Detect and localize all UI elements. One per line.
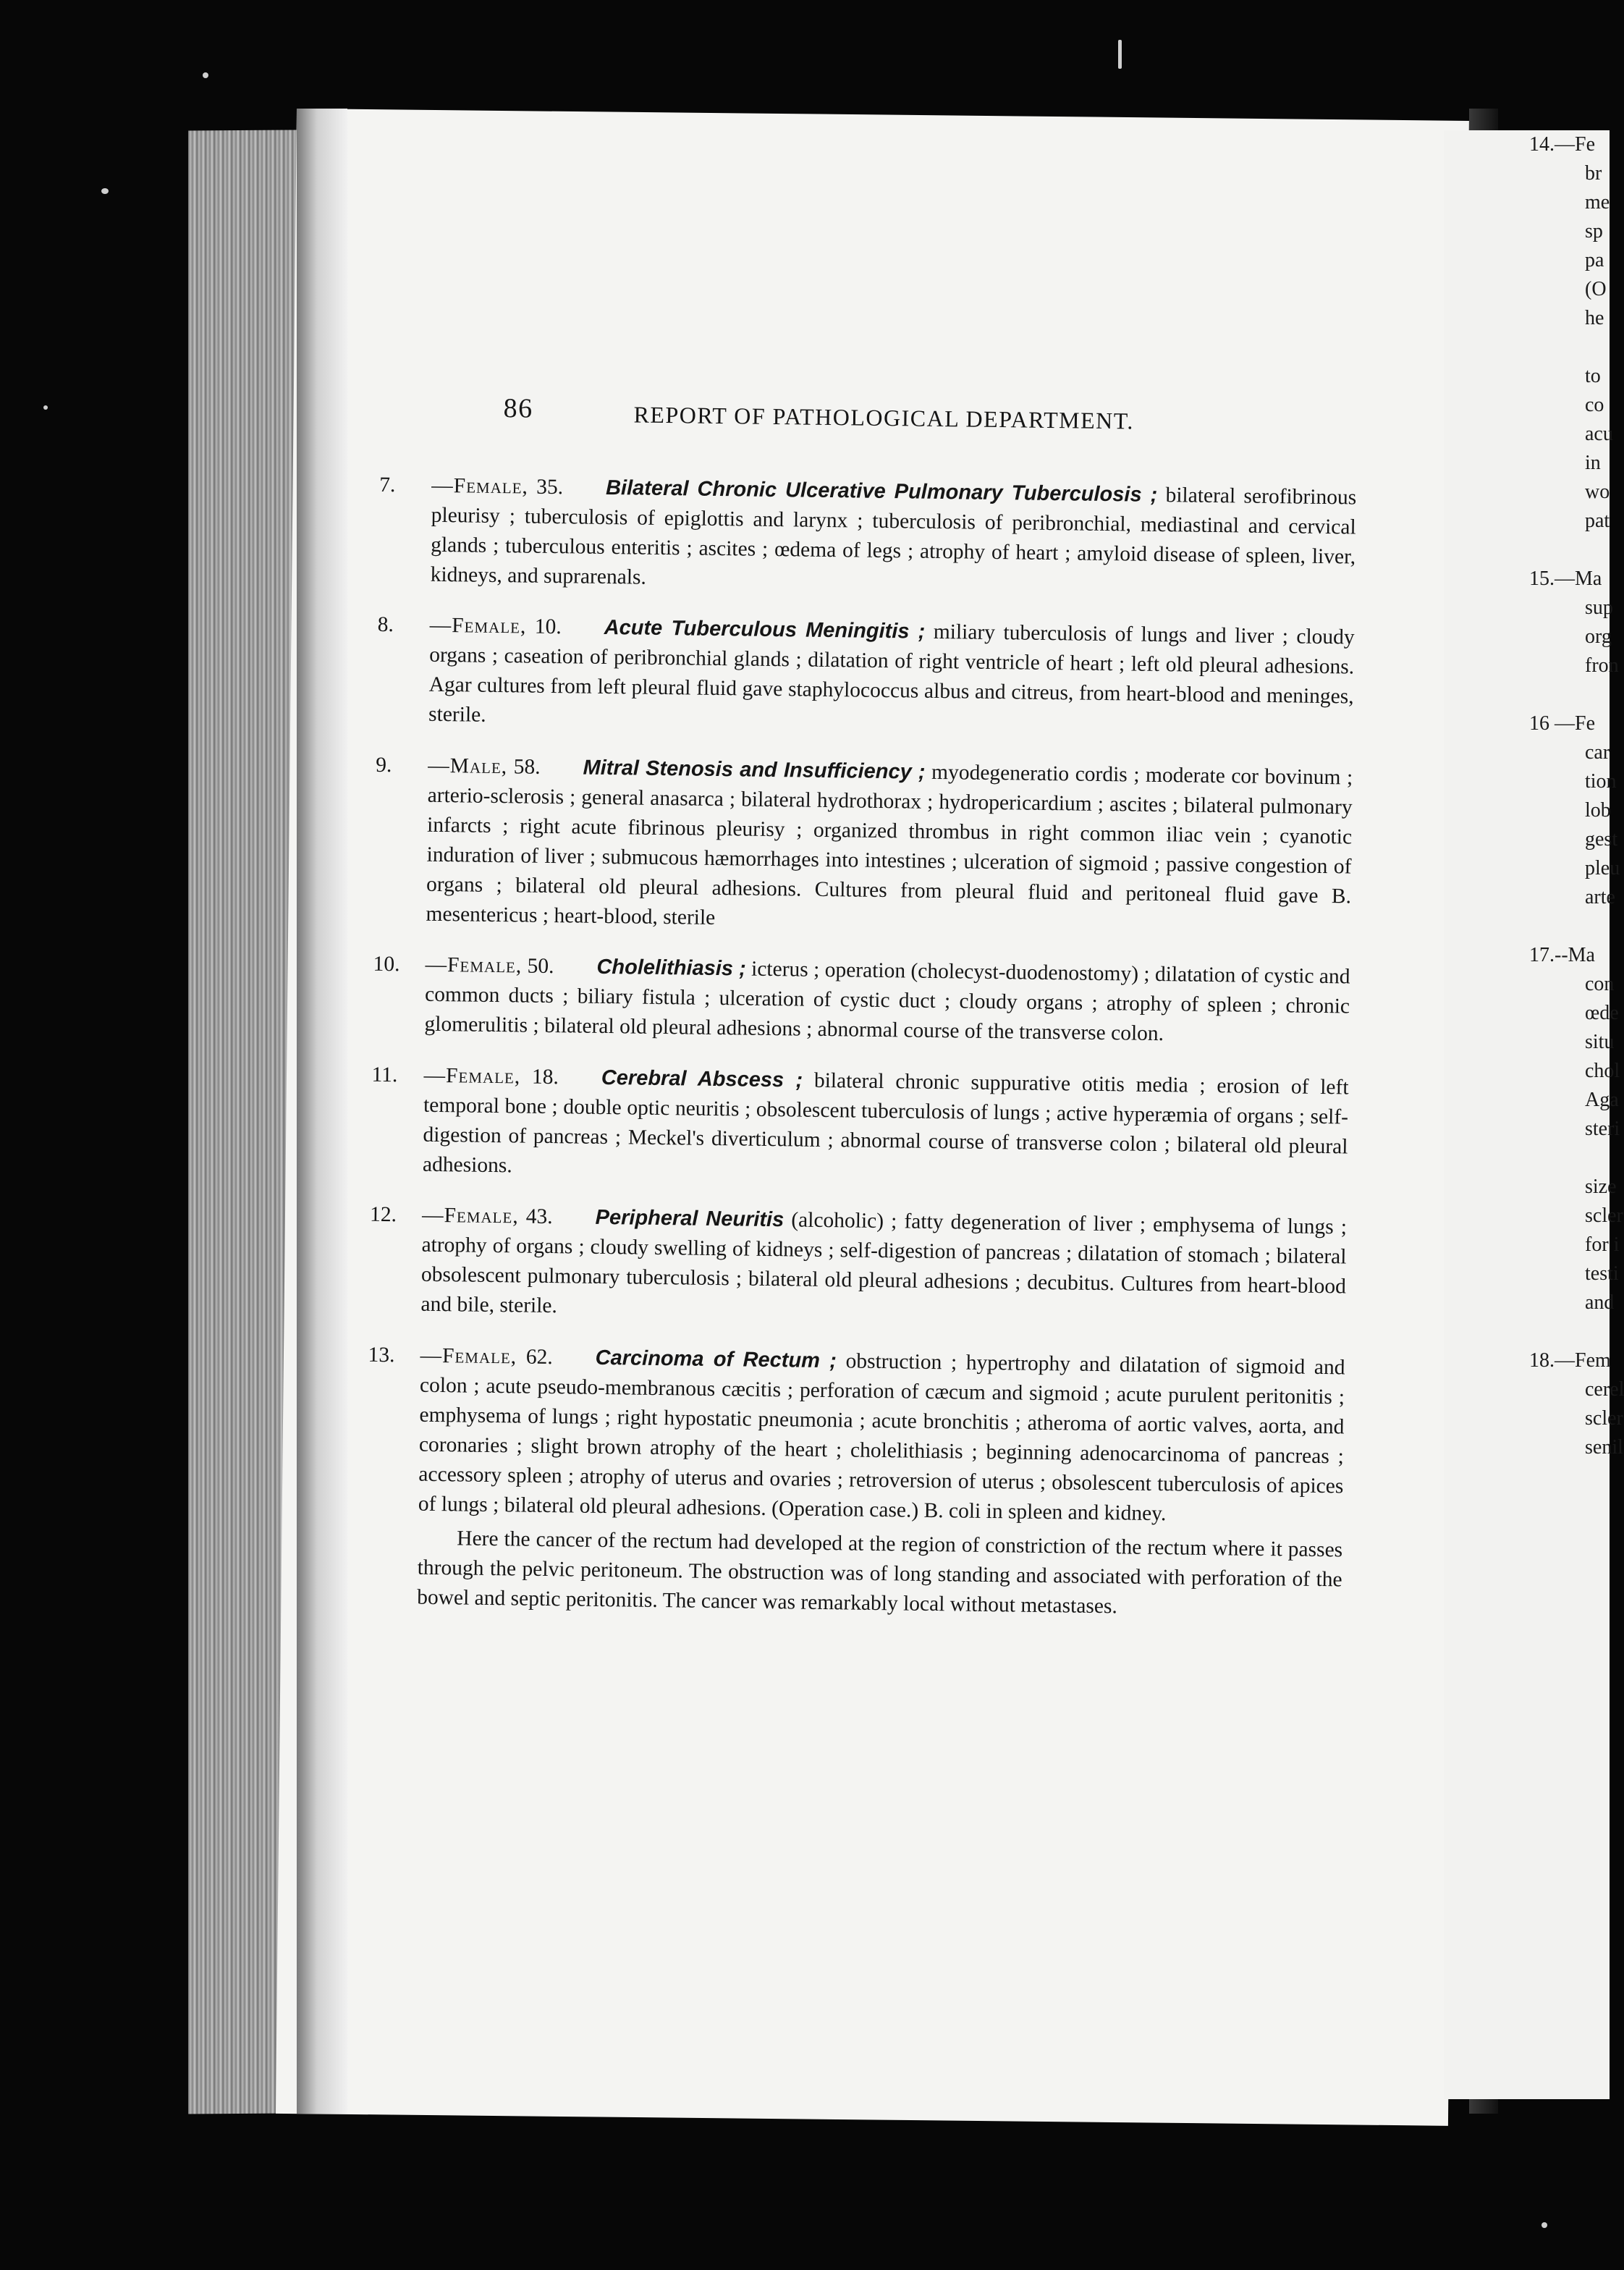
facing-page-line: size [1585,1176,1617,1198]
case-13-note: Here the cancer of the rectum had developed at the region of constriction of the rectum where it passes through the pelvic peritoneum. The obstruction was of long standing and associated with perforation of the bowel and septic peritonitis. The cancer was remarkably local without metastases. [416,1526,1343,1618]
case-number: 11. [371,1063,398,1087]
case-age: 50. [527,954,554,979]
page-shadow [297,109,347,2114]
case-age: 35. [536,475,564,499]
facing-page-line: car [1585,741,1610,764]
dust-speck [203,72,208,78]
facing-page-line: gest [1585,828,1618,851]
case-number: 7. [379,473,396,497]
facing-page-line: pleu [1585,857,1620,879]
case-age: 62. [525,1345,553,1369]
facing-page-line: br [1585,162,1602,185]
facing-page-line: lob [1585,799,1611,822]
case-sex: —Female, [421,1203,519,1228]
case-entry [373,950,1350,1052]
facing-page-line: arte [1585,886,1615,908]
facing-page-line: con [1585,973,1615,995]
facing-page-line: scler [1585,1407,1623,1430]
facing-page-line: 15.—Ma [1529,568,1602,590]
facing-page-line: 16 —Fe [1529,712,1595,735]
facing-page-line: and [1585,1291,1615,1314]
facing-page-line: sup [1585,596,1613,619]
diagnosis-title: Cerebral Abscess ; [601,1066,803,1092]
facing-page-gap [1444,1317,1610,1346]
case-entry [369,1200,1348,1332]
facing-page-line: 17.--Ma [1529,944,1595,966]
findings-text: myodegeneratio cordis ; moderate cor bovinum ; arterio-sclerosis ; general anasarca ; bilateral hydrothorax ; hydropericardium ; ascites ; bilateral pulmonary infarcts ; right acute fibrinous pleurisy ; organized thrombus in right common iliac vein ; cyanotic induration of liver ; submucous hæmorrhages into intestines ; ulceration of sigmoid ; passive congestion of organs ; bilateral old pleural adhesions. Cultures from pleural fluid and peritoneal fluid gave B. mesentericus ; heart-blood, sterile [426,760,1353,929]
case-sex: —Female, [429,613,527,638]
facing-page-line: tion [1585,770,1617,793]
case-number: 8. [377,612,394,637]
case-sex: —Female, [431,473,529,499]
findings-text: bilateral chronic suppurative otitis media ; erosion of left temporal bone ; double optic neuritis ; obsolescent tuberculosis of lungs ; active hyperæmia of organs ; self-digestion of pancreas ; Meckel's diverticulum ; abnormal course of transverse colon ; bilateral old pleural adhesions. [422,1068,1349,1177]
facing-page-line: sp [1585,220,1603,242]
case-entry [376,750,1353,941]
facing-page-line: wo [1585,481,1610,503]
facing-page-line: senil [1585,1436,1623,1459]
case-entry [371,1060,1349,1191]
facing-page-gap [1444,536,1610,565]
dust-speck [1541,2222,1547,2228]
diagnosis-title: Cholelithiasis ; [596,955,746,981]
facing-page-line: œde [1585,1002,1619,1024]
facing-page [1444,130,1624,2099]
facing-page-gap [1444,680,1610,709]
case-entry [368,1340,1345,1531]
facing-page-line: scler [1585,1204,1623,1227]
diagnosis-title: Carcinoma of Rectum ; [595,1346,837,1372]
facing-page-line: situ [1585,1031,1615,1053]
facing-page-line: testi [1585,1262,1619,1285]
case-list [368,470,1357,1530]
facing-page-line: acu [1585,423,1613,445]
case-age: 10. [534,615,562,639]
findings-text: miliary tuberculosis of lungs and liver ; cloudy organs ; caseation of peribronchial glands ; dilatation of right ventricle of heart ; left old pleural adhesions. Agar cultures from left pleural fluid gave staphylococcus albus and citreus, from heart-blood and meninges, sterile. [428,620,1355,727]
diagnosis-title: Bilateral Chronic Ulcerative Pulmonary Tuberculosis ; [605,476,1158,507]
findings-text: obstruction ; hypertrophy and dilatation of sigmoid and colon ; acute pseudo-membranous cæcitis ; perforation of cæcum and sigmoid ; acute purulent peritonitis ; emphysema of lungs ; right hypostatic pneumonia ; acute bronchitis ; atheroma of aortic valves, aorta, and coronaries ; slight brown atrophy of the heart ; cholelithiasis ; beginning adenocarcinoma of pancreas ; accessory spleen ; atrophy of uterus and ovaries ; retroversion of uterus ; obsolescent tuberculosis of apices of lungs ; bilateral old pleural adhesions. (Operation case.) B. coli in spleen and kidney. [418,1349,1345,1525]
case-entry [377,610,1355,742]
findings-text: bilateral serofibrinous pleurisy ; tuberculosis of epiglottis and larynx ; tuberculosis of peribronchial, mediastinal and cervical glands ; tuberculous enteritis ; ascites ; œdema of legs ; atrophy of heart ; amyloid disease of spleen, liver, kidneys, and suprarenals. [430,483,1357,589]
facing-page-line: chol [1585,1060,1620,1082]
case-number: 12. [369,1202,397,1227]
dust-speck [43,405,48,410]
facing-page-line: 18.—Fem [1529,1349,1611,1372]
case-sex: —Female, [420,1343,517,1368]
facing-page-gap [1444,333,1610,362]
dust-speck [1118,40,1122,69]
case-number: 13. [368,1343,395,1367]
facing-page-line: for i [1585,1233,1620,1256]
diagnosis-title: Mitral Stenosis and Insufficiency ; [583,756,926,784]
facing-page-line: Aga [1585,1089,1619,1111]
case-sex: —Male, [428,754,508,778]
case-sex: —Female, [425,953,523,978]
case-age: 18. [531,1065,559,1089]
case-number: 9. [376,753,392,777]
case-age: 58. [513,754,541,779]
diagnosis-title: Acute Tuberculous Meningitis ; [604,615,926,644]
findings-text: (alcoholic) ; fatty degeneration of liver ; emphysema of lungs ; atrophy of organs ; cloudy swelling of kidneys ; self-digestion of pancreas ; dilatation of stomach ; bilateral obsolescent pulmonary tuberculosis ; bilateral old pleural adhesions ; decubitus. Cultures from heart-blood and bile, sterile. [420,1208,1348,1318]
facing-page-line: me [1585,191,1610,214]
case-entry [379,470,1357,602]
facing-page-line: in [1585,452,1601,474]
facing-page-line: pat [1585,510,1610,532]
case-age: 43. [525,1204,553,1229]
running-head: REPORT OF PATHOLOGICAL DEPARTMENT. [633,401,1135,434]
facing-page-line: he [1585,307,1604,329]
facing-page-line: 14.—Fe [1529,133,1595,156]
facing-page-line: (O [1585,278,1607,300]
findings-text: icterus ; operation (cholecyst-duodenostomy) ; dilatation of cystic and common ducts ; biliary fistula ; ulceration of cystic duct ; cloudy organs ; atrophy of spleen ; chronic glomerulitis ; bilateral old pleural adhesions ; abnormal course of the transverse colon. [424,957,1350,1046]
facing-page-line: pa [1585,249,1604,271]
dust-speck [101,188,109,194]
facing-page-line: cerel [1585,1378,1624,1401]
case-number: 10. [373,952,400,976]
page-content [368,391,1358,1645]
diagnosis-title: Peripheral Neuritis [595,1205,784,1232]
case-sex: —Female, [423,1063,521,1088]
facing-page-line: co [1585,394,1604,416]
facing-page-line: steri [1585,1118,1620,1140]
facing-page-gap [1444,912,1610,941]
facing-page-gap [1444,1144,1610,1173]
facing-page-line: to [1585,365,1601,387]
page-header [387,391,1358,462]
page-number: 86 [503,393,533,424]
facing-page-line: fron [1585,654,1619,677]
facing-page-line: org [1585,625,1612,648]
